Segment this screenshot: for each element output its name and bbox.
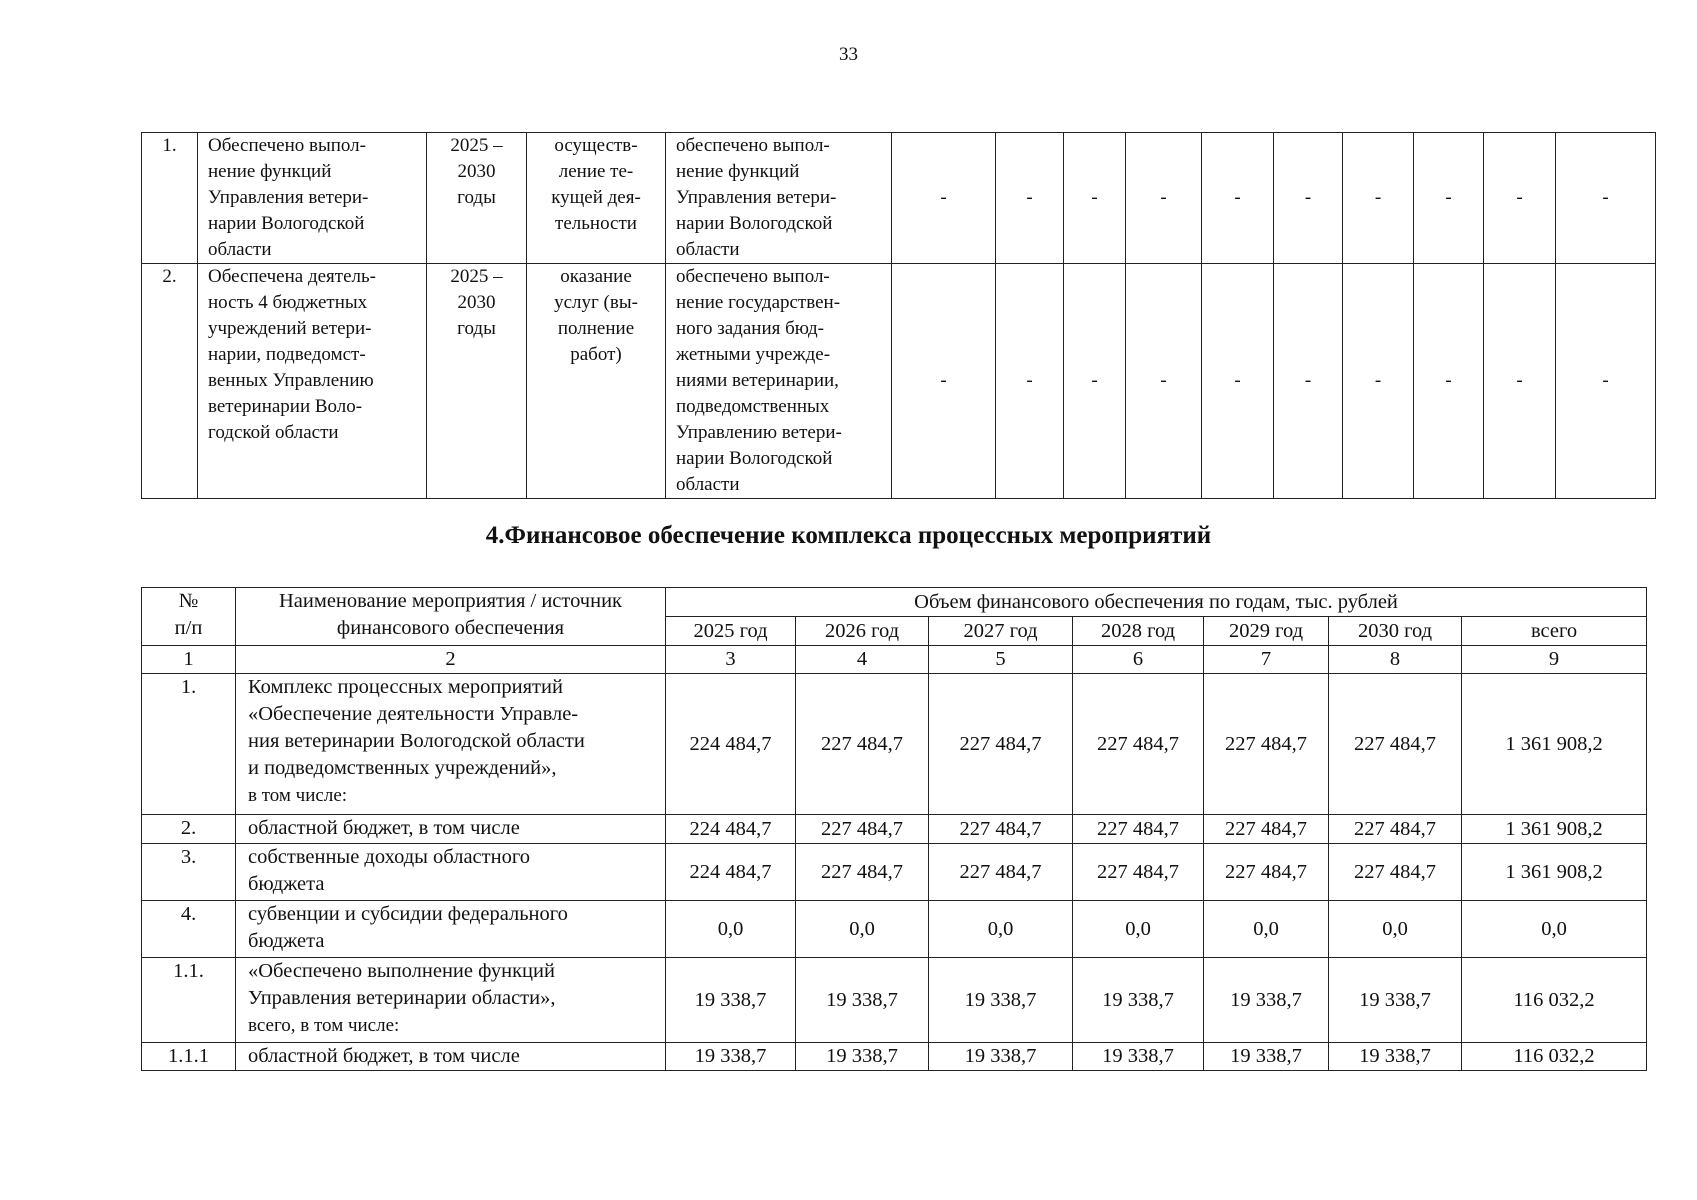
value-cell: 227 484,7: [1204, 674, 1329, 815]
line: 2025 –: [450, 266, 503, 287]
column-number: 8: [1329, 646, 1462, 674]
value-cell: 0,0: [1462, 901, 1647, 958]
row-name: [236, 674, 666, 815]
line: обеспечено выпол-: [676, 135, 830, 156]
line: осуществ-: [554, 135, 638, 156]
value-cell: 227 484,7: [1329, 844, 1462, 901]
line: нение функций: [208, 161, 332, 182]
line: 2030: [457, 292, 496, 313]
column-number: 2: [236, 646, 666, 674]
line: венных Управлению: [208, 370, 374, 391]
header-volume: Объем финансового обеспечения по годам, тыс. рублей: [666, 588, 1647, 617]
header-year: 2030 год: [1329, 617, 1462, 646]
line: бюджета: [248, 930, 325, 952]
line: нарии Вологодской: [676, 448, 833, 469]
value-cell: -: [1274, 133, 1343, 264]
value-cell: 19 338,7: [796, 958, 929, 1043]
header-name: [236, 588, 666, 646]
header-year: 2029 год: [1204, 617, 1329, 646]
column-number: 5: [929, 646, 1073, 674]
column-number: 4: [796, 646, 929, 674]
table-row: [142, 815, 1647, 844]
value-cell: 19 338,7: [666, 958, 796, 1043]
line: областной бюджет, в том числе: [248, 817, 520, 839]
value-cell: 227 484,7: [929, 674, 1073, 815]
value-cell: -: [1343, 264, 1414, 499]
line: работ): [570, 344, 622, 365]
result-name: [198, 264, 427, 499]
value-cell: -: [1556, 264, 1656, 499]
result-description: [666, 133, 892, 264]
line: субвенции и субсидии федерального: [248, 903, 568, 925]
line: жетными учрежде-: [676, 344, 831, 365]
line: бюджета: [248, 873, 325, 895]
line: финансового обеспечения: [336, 617, 565, 639]
line: всего, в том числе:: [248, 1015, 400, 1036]
row-number: 2.: [142, 264, 198, 499]
value-cell: 19 338,7: [666, 1043, 796, 1071]
value-cell: -: [892, 264, 996, 499]
row-number: 3.: [142, 844, 236, 901]
column-number: 7: [1204, 646, 1329, 674]
line: Управления ветери-: [208, 187, 369, 208]
header-year: 2025 год: [666, 617, 796, 646]
value-cell: 227 484,7: [1204, 815, 1329, 844]
value-cell: 1 361 908,2: [1462, 844, 1647, 901]
value-cell: 0,0: [796, 901, 929, 958]
result-description: [666, 264, 892, 499]
value-cell: -: [1484, 133, 1556, 264]
value-cell: 116 032,2: [1462, 958, 1647, 1043]
results-row: [142, 264, 1656, 499]
value-cell: 19 338,7: [929, 958, 1073, 1043]
column-number: 9: [1462, 646, 1647, 674]
line: учреждений ветери-: [208, 318, 372, 339]
line: нарии, подведомст-: [208, 344, 366, 365]
value-cell: 19 338,7: [1329, 1043, 1462, 1071]
line: ного задания бюд-: [676, 318, 824, 339]
row-number: 1.: [142, 674, 236, 815]
value-cell: 227 484,7: [796, 815, 929, 844]
header-year: 2028 год: [1073, 617, 1204, 646]
period: [427, 264, 527, 499]
value-cell: -: [1126, 133, 1202, 264]
line: 2030: [457, 161, 496, 182]
table-row: [142, 958, 1647, 1043]
value-cell: 227 484,7: [1329, 815, 1462, 844]
line: ление те-: [558, 161, 634, 182]
value-cell: -: [996, 264, 1064, 499]
line: в том числе:: [248, 785, 348, 806]
row-number: 4.: [142, 901, 236, 958]
row-name: [236, 844, 666, 901]
value-cell: 227 484,7: [1073, 844, 1204, 901]
line: Обеспечена деятель-: [208, 266, 376, 287]
line: нарии Вологодской: [208, 213, 365, 234]
line: Управлению ветери-: [676, 422, 842, 443]
line: годской области: [208, 422, 339, 443]
value-cell: -: [1126, 264, 1202, 499]
value-cell: 0,0: [666, 901, 796, 958]
value-cell: 227 484,7: [929, 844, 1073, 901]
line: Комплекс процессных мероприятий: [248, 676, 563, 698]
line: Наименование мероприятия / источник: [278, 590, 623, 612]
value-cell: 19 338,7: [1073, 1043, 1204, 1071]
row-number: 1.1.1: [142, 1043, 236, 1071]
finance-table: [141, 587, 1647, 1071]
value-cell: 19 338,7: [1204, 958, 1329, 1043]
page-number: 33: [839, 44, 858, 65]
value-cell: 116 032,2: [1462, 1043, 1647, 1071]
value-cell: -: [1064, 264, 1126, 499]
value-cell: 19 338,7: [1073, 958, 1204, 1043]
value-cell: -: [996, 133, 1064, 264]
line: Обеспечено выпол-: [208, 135, 366, 156]
column-number: 6: [1073, 646, 1204, 674]
line: «Обеспечение деятельности Управле-: [248, 703, 579, 725]
line: оказание: [560, 266, 632, 287]
value-cell: -: [1202, 264, 1274, 499]
value-cell: 227 484,7: [796, 674, 929, 815]
line: ветеринарии Воло-: [208, 396, 363, 417]
row-name: [236, 958, 666, 1043]
result-name: [198, 133, 427, 264]
line: №: [178, 590, 199, 612]
value-cell: 19 338,7: [1329, 958, 1462, 1043]
column-numbers-row: [142, 646, 1647, 674]
period: [427, 133, 527, 264]
line: тельности: [555, 213, 637, 234]
line: области: [676, 474, 740, 495]
header-year: 2026 год: [796, 617, 929, 646]
value-cell: -: [1274, 264, 1343, 499]
line: ность 4 бюджетных: [208, 292, 368, 313]
line: годы: [457, 318, 496, 339]
line: областной бюджет, в том числе: [248, 1045, 520, 1067]
value-cell: 19 338,7: [796, 1043, 929, 1071]
value-cell: 227 484,7: [1329, 674, 1462, 815]
line: и подведомственных учреждений»,: [248, 757, 557, 779]
header-year: 2027 год: [929, 617, 1073, 646]
line: кущей дея-: [551, 187, 641, 208]
table-row: [142, 674, 1647, 815]
value-cell: 227 484,7: [1204, 844, 1329, 901]
activity-type: [527, 133, 666, 264]
results-table: [141, 132, 1656, 499]
line: Управления ветери-: [676, 187, 837, 208]
line: собственные доходы областного: [248, 846, 530, 868]
value-cell: -: [1484, 264, 1556, 499]
header-row: [142, 588, 1647, 617]
value-cell: -: [892, 133, 996, 264]
activity-type: [527, 264, 666, 499]
value-cell: -: [1556, 133, 1656, 264]
row-number: 2.: [142, 815, 236, 844]
value-cell: -: [1343, 133, 1414, 264]
value-cell: 1 361 908,2: [1462, 815, 1647, 844]
line: «Обеспечено выполнение функций: [248, 960, 555, 982]
line: нарии Вологодской: [676, 213, 833, 234]
value-cell: 0,0: [929, 901, 1073, 958]
line: п/п: [174, 617, 203, 639]
line: обеспечено выпол-: [676, 266, 830, 287]
line: 2025 –: [450, 135, 503, 156]
column-number: 1: [142, 646, 236, 674]
column-number: 3: [666, 646, 796, 674]
line: полнение: [557, 318, 635, 339]
row-name: [236, 901, 666, 958]
value-cell: 19 338,7: [929, 1043, 1073, 1071]
line: подведомственных: [676, 396, 830, 417]
line: нение функций: [676, 161, 800, 182]
header-total: всего: [1462, 617, 1647, 646]
value-cell: 0,0: [1329, 901, 1462, 958]
table-row: [142, 901, 1647, 958]
row-number: 1.: [142, 133, 198, 264]
line: услуг (вы-: [554, 292, 638, 313]
value-cell: 0,0: [1204, 901, 1329, 958]
value-cell: 224 484,7: [666, 815, 796, 844]
line: области: [208, 239, 272, 260]
table-row: [142, 1043, 1647, 1071]
line: Управления ветеринарии области»,: [248, 987, 556, 1009]
line: годы: [457, 187, 496, 208]
value-cell: -: [1202, 133, 1274, 264]
value-cell: 227 484,7: [1073, 674, 1204, 815]
line: нение государствен-: [676, 292, 841, 313]
value-cell: 227 484,7: [796, 844, 929, 901]
line: ниями ветеринарии,: [676, 370, 839, 391]
line: ния ветеринарии Вологодской области: [248, 730, 585, 752]
line: области: [676, 239, 740, 260]
value-cell: 224 484,7: [666, 844, 796, 901]
value-cell: -: [1414, 133, 1484, 264]
value-cell: 224 484,7: [666, 674, 796, 815]
row-number: 1.1.: [142, 958, 236, 1043]
row-name: [236, 1043, 666, 1071]
row-name: [236, 815, 666, 844]
value-cell: 227 484,7: [929, 815, 1073, 844]
value-cell: 19 338,7: [1204, 1043, 1329, 1071]
header-num: [142, 588, 236, 646]
results-row: [142, 133, 1656, 264]
section-title: 4.Финансовое обеспечение комплекса процессных мероприятий: [485, 522, 1212, 549]
table-row: [142, 844, 1647, 901]
value-cell: 227 484,7: [1073, 815, 1204, 844]
value-cell: 0,0: [1073, 901, 1204, 958]
value-cell: -: [1064, 133, 1126, 264]
value-cell: 1 361 908,2: [1462, 674, 1647, 815]
value-cell: -: [1414, 264, 1484, 499]
